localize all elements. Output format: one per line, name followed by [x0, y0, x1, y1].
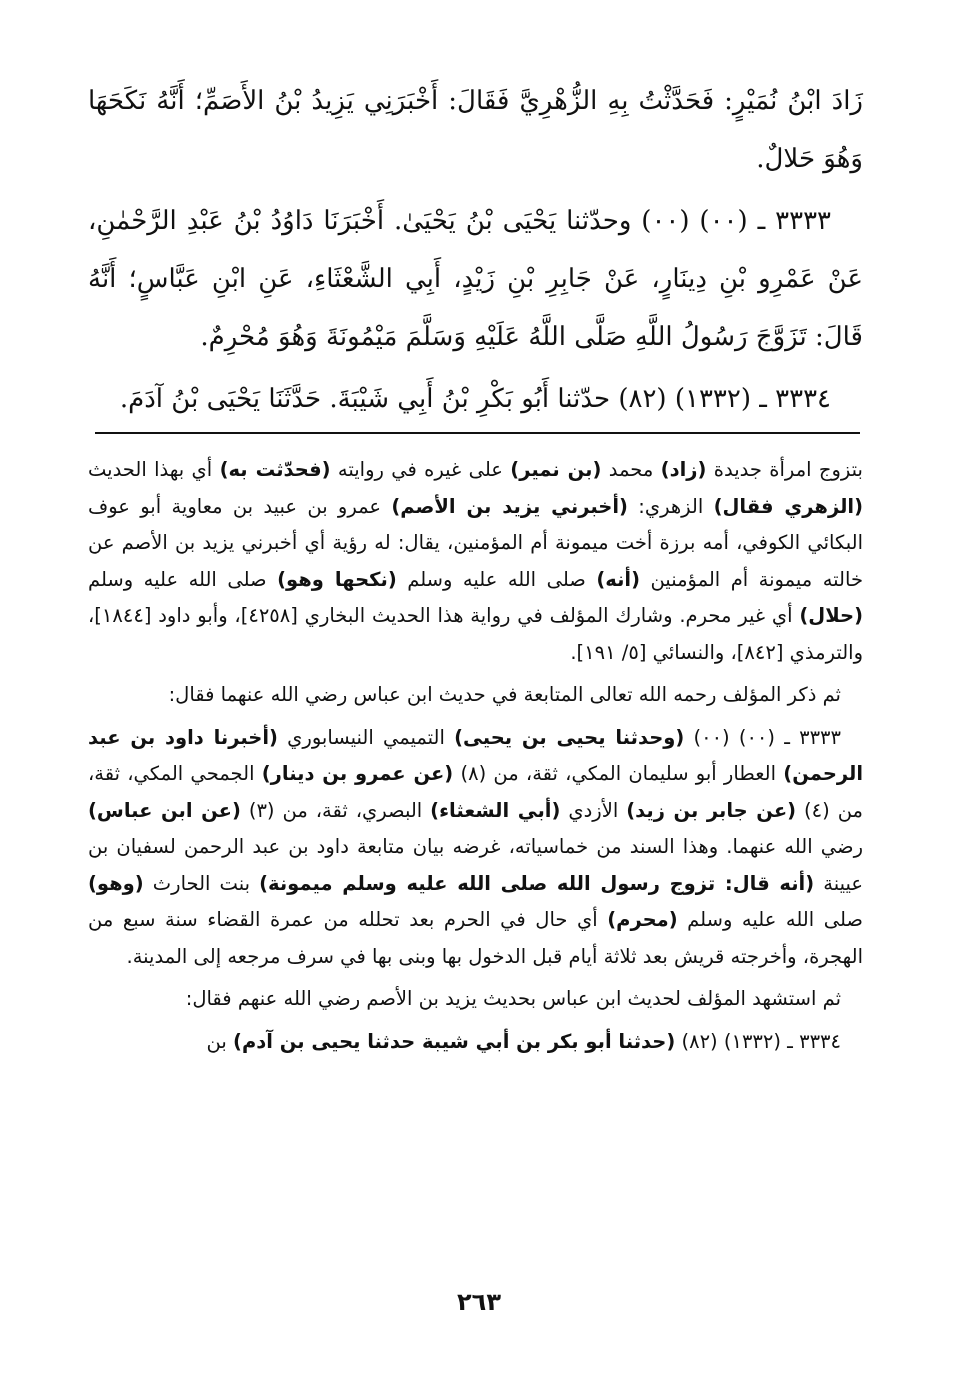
bold-quote-run: (الزهري فقال)	[713, 494, 863, 518]
commentary-paragraph-3	[88, 720, 863, 976]
text-run: العطار أبو سليمان المكي، ثقة، من (٨)	[453, 762, 784, 785]
page-number: ٢٦٣	[457, 1288, 501, 1316]
text-run: أي بهذا الحديث	[88, 458, 220, 481]
bold-quote-run: (زاد)	[660, 458, 707, 481]
commentary-paragraph-5	[88, 1024, 863, 1061]
hadith-text	[88, 72, 863, 432]
text-run: رضي الله عنهما. وهذا السند من خماسياته، غرضه بيان متابعة داود بن عبد الرحمن لسفيان بن عيينة	[88, 835, 863, 895]
bold-quote-run: (نكحها وهو)	[277, 567, 397, 591]
bold-quote-run: (عن ابن عباس)	[88, 798, 241, 822]
commentary-text	[88, 452, 863, 1066]
text-run: ٣٣٣٣ ـ (٠٠) (٠٠)	[684, 725, 842, 749]
text-run: بنت الحارث	[143, 871, 260, 895]
text-run: عمرو بن عبيد بن معاوية أبو عوف البكائي الكوفي، أمه برزة أخت ميمونة أم المؤمنين، يقال: له رؤية أي أخبرني يزيد بن الأصم عن خالته ميمونة أم المؤمنين	[88, 494, 863, 591]
commentary-paragraph-4	[88, 981, 863, 1018]
text-run: ثم استشهد المؤلف لحديث ابن عباس بحديث يزيد بن الأصم رضي الله عنهم فقال:	[185, 987, 841, 1010]
text-run: بن	[206, 1029, 234, 1053]
bold-quote-run: (حدثنا أبو بكر بن أبي شيبة حدثنا يحيى بن آدم)	[233, 1029, 676, 1053]
bold-quote-run: (أنه)	[596, 567, 640, 591]
text-run: البصري، ثقة، من (٣)	[240, 798, 431, 822]
bold-quote-run: (أخبرني يزيد بن الأصم)	[391, 494, 628, 518]
text-run: الزهري:	[627, 494, 714, 518]
bold-quote-run: (أبي الشعثاء)	[430, 798, 561, 822]
bold-quote-run: (حلال)	[799, 604, 863, 627]
text-run: صلى الله عليه وسلم	[88, 567, 278, 591]
text-run: أي حال في الحرم بعد تحلله من عمرة القضاء سنة سبع من الهجرة، وأخرجته قريش بعد ثلاثة أيام قبل الدخول بها وبنى بها في سرف مرجعه إلى المدينة.	[88, 908, 863, 968]
text-run: التميمي النيسابوري	[277, 725, 455, 749]
text-run: بتزوج امرأة جديدة	[706, 458, 863, 481]
bold-quote-run: (وحدثنا يحيى بن يحيى)	[454, 725, 685, 749]
hadith-paragraph-2: ٣٣٣٣ ـ (٠٠) (٠٠) وحدّثنا يَحْيَى بْنُ يَحْيَىٰ. أَخْبَرَنَا دَاوُدُ بْنُ عَبْدِ الرَّحْمٰنِ، عَنْ عَمْرِو بْنِ دِينَارٍ، عَنْ جَابِرِ بْنِ زَيْدٍ، أَبِي الشَّعْثَاءِ، عَنِ ابْنِ عَبَّاسٍ؛ أَنَّهُ قَالَ: تَزَوَّجَ رَسُولُ اللَّهِ صَلَّى اللَّهُ عَلَيْهِ وَسَلَّمَ مَيْمُونَةَ وَهُوَ مُحْرِمٌ.	[88, 206, 863, 352]
text-run: ثم ذكر المؤلف رحمه الله تعالى المتابعة في حديث ابن عباس رضي الله عنهما فقال:	[168, 683, 841, 706]
text-run: الجمحي المكي، ثقة، من (٤)	[88, 762, 863, 822]
bold-quote-run: (بن نمير)	[510, 458, 602, 481]
bold-quote-run: (أخبرنا داود بن عبد الرحمن)	[88, 725, 864, 785]
commentary-paragraph-1	[88, 452, 863, 671]
bold-quote-run: (عن عمرو بن دينار)	[261, 762, 454, 785]
hadith-paragraph-3: ٣٣٣٤ ـ (١٣٣٢) (٨٢) حدّثنا أَبُو بَكْرِ بْنُ أَبِي شَيْبَةَ. حَدَّثَنَا يَحْيَى بْنُ آدَمَ.	[119, 384, 831, 414]
text-run: على غيره في روايته	[330, 458, 511, 481]
bold-quote-run: (وهو)	[88, 871, 144, 895]
bold-quote-run: (محرم)	[607, 908, 678, 931]
text-run: محمد	[601, 458, 661, 481]
text-run: أي غير محرم. وشارك المؤلف في رواية هذا الحديث البخاري [٤٢٥٨]، وأبو داود [١٨٤٤]، والترمذي [٨٤٢]، والنسائي [٥/ ١٩١].	[88, 604, 863, 664]
hadith-paragraph-1: زَادَ ابْنُ نُمَيْرٍ: فَحَدَّثْتُ بِهِ الزُّهْرِيَّ فَقَالَ: أَخْبَرَنِي يَزِيدُ بْنُ الأَصَمِّ؛ أَنَّهُ نَكَحَهَا وَهُوَ حَلالٌ.	[88, 86, 863, 174]
bold-quote-run: (أنه قال: تزوج رسول الله صلى الله عليه وسلم ميمونة)	[259, 871, 815, 895]
commentary-paragraph-2	[88, 677, 863, 714]
footnote-divider	[95, 432, 860, 434]
text-run: الأزدي	[560, 798, 627, 822]
bold-quote-run: (عن جابر بن زيد)	[626, 798, 797, 822]
bold-quote-run: (فحدّثت به)	[219, 458, 331, 481]
text-run: صلى الله عليه وسلم	[396, 567, 597, 591]
text-run: صلى الله عليه وسلم	[677, 908, 863, 931]
text-run: ٣٣٣٤ ـ (١٣٣٢) (٨٢)	[675, 1029, 841, 1053]
